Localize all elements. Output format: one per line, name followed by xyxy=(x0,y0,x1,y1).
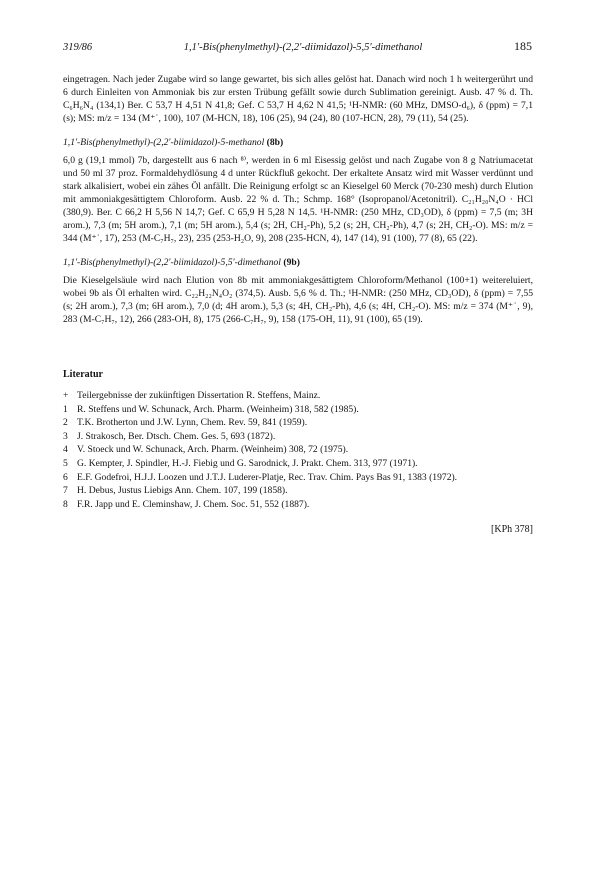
reference-number: 7 xyxy=(63,485,68,497)
reference-text: G. Kempter, J. Spindler, H.-J. Fiebig und G. Sarodnick, J. Prakt. Chem. 313, 977 (1971). xyxy=(77,457,418,469)
reference-text: E.F. Godefroi, H.J.J. Loozen und J.T.J. Luderer-Platje, Rec. Trav. Chim. Pays Bas 91, 1383 (1972). xyxy=(77,471,458,483)
reference-item xyxy=(63,484,533,498)
reference-number: 5 xyxy=(63,457,68,469)
manuscript-code: [KPh 378] xyxy=(491,524,533,536)
article-body xyxy=(63,73,533,536)
reference-text: J. Strakosch, Ber. Dtsch. Chem. Ges. 5, 693 (1872). xyxy=(77,430,276,442)
section-text-9b: Die Kieselgelsäule wird nach Elution von 8b mit ammoniakgesättigtem Chloroform/Methanol (100+1) weitereluiert, wobei 9b als Öl erhalten wird. C₂₂H₂₂N₄O₂ (374,5). Ausb. 5,6 % d. Th.; ¹H-NMR: (250 MHz, CD₃OD), δ (ppm) = 7,55 (s; 2H arom.), 7,3 (m; 6H arom.), 7,0 (d; 4H arom.), 5,3 (s; 4H, CH₂-Ph), 4,6 (s; 4H, CH₂-O). MS: m/z = 374 (M⁺˙, 9), 283 (M-C₇H₇, 12), 266 (283-OH, 8), 175 (266-C₇H₇, 9), 158 (175-OH, 11), 91 (100), 65 (19). xyxy=(63,275,533,325)
compound-label-8b: (8b) xyxy=(266,137,284,148)
running-header xyxy=(63,39,532,54)
paragraph-continued: eingetragen. Nach jeder Zugabe wird so lange gewartet, bis sich alles gelöst hat. Danach wird noch 1 h weitergerührt und 6 durch Einleiten von Ammoniak bis zur ersten Trübung gefällt sowie durch Sublimation gereinigt. Ausb. 47 % d. Th. C₆H₆N₄ (134,1) Ber. C 53,7 H 4,51 N 41,8; Gef. C 53,7 H 4,62 N 41,5; ¹H-NMR: (60 MHz, DMSO-d₆), δ (ppm) = 7,1 (s); MS: m/z = 134 (M⁺˙, 100), 107 (M-HCN, 18), 106 (25), 94 (24), 80 (107-HCN, 28), 79 (11), 54 (25). xyxy=(63,74,533,124)
reference-text: T.K. Brotherton und J.W. Lynn, Chem. Rev. 59, 841 (1959). xyxy=(77,417,308,429)
section-heading-8b xyxy=(63,136,533,149)
reference-item xyxy=(63,471,533,485)
reference-text: F.R. Japp und E. Cleminshaw, J. Chem. Soc. 51, 552 (1887). xyxy=(77,498,310,510)
reference-number: 8 xyxy=(63,498,68,510)
reference-number: 1 xyxy=(63,403,68,415)
section-title-8b: 1,1'-Bis(phenylmethyl)-(2,2'-biimidazol)-5-methanol xyxy=(63,137,265,148)
reference-number: 3 xyxy=(63,430,68,442)
running-title: 1,1'-Bis(phenylmethyl)-(2,2'-diimidazol)-5,5'-dimethanol xyxy=(183,42,423,53)
reference-text: V. Stoeck und W. Schunack, Arch. Pharm. (Weinheim) 308, 72 (1975). xyxy=(77,444,349,456)
section-heading-9b xyxy=(63,256,533,269)
literature-heading: Literatur xyxy=(63,369,103,380)
section-title-9b: 1,1'-Bis(phenylmethyl)-(2,2'-biimidazol)-5,5'-dimethanol xyxy=(63,257,281,268)
reference-item xyxy=(63,457,533,471)
reference-list xyxy=(63,389,533,511)
reference-item xyxy=(63,430,533,444)
reference-item xyxy=(63,403,533,417)
reference-number: + xyxy=(63,390,69,401)
reference-text: H. Debus, Justus Liebigs Ann. Chem. 107, 199 (1858). xyxy=(77,485,288,497)
reference-item xyxy=(63,389,533,403)
reference-number: 4 xyxy=(63,444,68,456)
reference-text: R. Steffens und W. Schunack, Arch. Pharm. (Weinheim) 318, 582 (1985). xyxy=(77,403,359,415)
page-number: 185 xyxy=(513,39,532,53)
journal-ref: 319/86 xyxy=(63,42,93,53)
reference-item xyxy=(63,416,533,430)
reference-item xyxy=(63,498,533,512)
section-text-8b: 6,0 g (19,1 mmol) 7b, dargestellt aus 6 nach ⁸⁾, werden in 6 ml Eisessig gelöst und nach Zugabe von 8 g Natriumacetat und 50 ml 37 proz. Formaldehydlösung 4 d unter Rückfluß gekocht. Der erkaltete Ansatz wird mit Wasser verdünnt und stark alkalisiert, wobei ein zähes Öl anfällt. Die Reinigung erfolgt sc an Kieselgel 60 Merck (70-230 mesh) durch Elution mit ammoniakgesättigtem Chloroform. Ausb. 22 % d. Th.; Schmp. 168° (Isopropanol/Acetonitril). C₂₁H₂₀N₄O · HCl (380,9). Ber. C 66,2 H 5,56 N 14,7; Gef. C 65,9 H 5,28 N 14,5. ¹H-NMR: (250 MHz, CD₃OD), δ (ppm) = 7,5 (m; 3H arom.), 7,3 (m; 5H arom.), 7,1 (m; 5H arom.), 5,4 (s; 2H, CH₂-Ph), 5,2 (s; 2H, CH₂-Ph), 4,7 (s; 2H, CH₂-O). MS: m/z = 344 (M⁺˙, 17), 253 (M-C₇H₇, 23), 235 (253-H₂O, 9), 208 (235-HCN, 4), 147 (14), 91 (100), 77 (8), 65 (22). xyxy=(63,155,533,244)
reference-number: 6 xyxy=(63,471,68,483)
reference-item xyxy=(63,443,533,457)
reference-number: 2 xyxy=(63,417,68,429)
compound-label-9b: (9b) xyxy=(283,257,300,268)
reference-text: Teilergebnisse der zukünftigen Dissertation R. Steffens, Mainz. xyxy=(77,390,321,401)
